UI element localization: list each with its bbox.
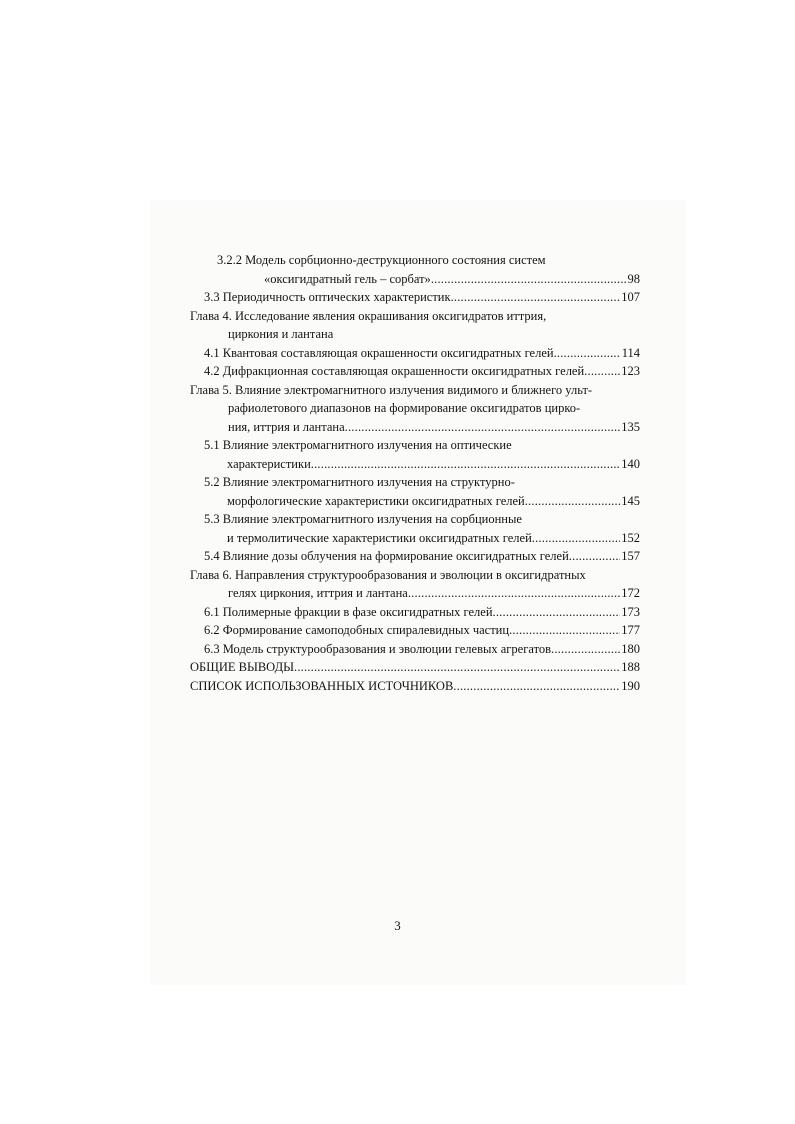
toc-leader-dots bbox=[584, 362, 620, 381]
toc-entry-title: циркония и лантана bbox=[228, 327, 334, 341]
toc-entry-3-3 bbox=[190, 288, 640, 307]
toc-entry-title: Глава 5. Влияние электромагнитного излучения видимого и ближнего ульт- bbox=[190, 382, 593, 397]
toc-leader-dots bbox=[345, 418, 621, 437]
toc-page-number: 157 bbox=[621, 549, 640, 563]
toc-leader-dots bbox=[509, 621, 620, 640]
toc-entry-title: 6.2 Формирование самоподобных спиралевидных частиц bbox=[204, 623, 510, 637]
toc-page-number: 114 bbox=[621, 345, 640, 360]
toc-entry-5-3 bbox=[190, 510, 640, 529]
toc-entry-title: ния, иттрия и лантана bbox=[228, 419, 345, 434]
toc-leader-dots bbox=[525, 492, 621, 511]
toc-chapter-6 bbox=[190, 566, 640, 585]
toc-entry-title: Глава 6. Направления структурообразования и эволюции в оксигидратных bbox=[190, 567, 586, 582]
toc-entry-title: 5.1 Влияние электромагнитного излучения на оптические bbox=[204, 438, 512, 452]
toc-entry-3-2-2-cont bbox=[190, 270, 640, 289]
toc-chapter-4-cont bbox=[190, 325, 640, 344]
toc-leader-dots bbox=[311, 455, 620, 474]
toc-entry-title: 4.1 Квантовая составляющая окрашенности оксигидратных гелей bbox=[204, 345, 554, 360]
toc-page-number: 135 bbox=[621, 419, 640, 434]
toc-entry-title: и термолитические характеристики оксигидратных гелей bbox=[227, 530, 532, 545]
toc-page-number: 140 bbox=[621, 456, 640, 471]
toc-chapter-5 bbox=[190, 381, 640, 400]
toc-entry-5-2-cont bbox=[190, 492, 640, 511]
toc-page-number: 190 bbox=[621, 678, 640, 693]
toc-leader-dots bbox=[408, 584, 620, 603]
toc-entry-4-1 bbox=[190, 344, 640, 363]
toc-references bbox=[190, 677, 640, 696]
toc-chapter-4 bbox=[190, 307, 640, 326]
toc-entry-5-1-cont bbox=[190, 455, 640, 474]
toc-entry-title: гелях циркония, иттрия и лантана bbox=[228, 586, 408, 600]
toc-chapter-5-cont2 bbox=[190, 418, 640, 437]
toc-entry-3-2-2 bbox=[190, 251, 640, 270]
toc-entry-5-3-cont bbox=[190, 529, 640, 548]
toc-leader-dots bbox=[532, 529, 620, 548]
toc-leader-dots bbox=[569, 547, 620, 566]
toc-leader-dots bbox=[451, 288, 621, 307]
toc-page-number: 188 bbox=[621, 660, 640, 674]
toc-page-number: 173 bbox=[621, 604, 640, 619]
toc-page-number: 98 bbox=[627, 271, 640, 286]
table-of-contents bbox=[190, 251, 640, 695]
toc-entry-title: 6.3 Модель структурообразования и эволюции гелевых агрегатов bbox=[204, 641, 552, 656]
toc-entry-5-4 bbox=[190, 547, 640, 566]
toc-entry-title: рафиолетового диапазонов на формирование оксигидратов цирко- bbox=[228, 401, 581, 415]
toc-leader-dots bbox=[493, 603, 621, 622]
toc-leader-dots bbox=[453, 677, 620, 696]
toc-entry-4-2 bbox=[190, 362, 640, 381]
toc-entry-title: Глава 4. Исследование явления окрашивания оксигидратов иттрия, bbox=[190, 308, 547, 323]
toc-page-number: 180 bbox=[621, 641, 640, 656]
toc-page-number: 107 bbox=[621, 290, 640, 304]
toc-entry-title: 3.2.2 Модель сорбционно-деструкционного состояния систем bbox=[217, 253, 546, 267]
toc-entry-title: характеристики bbox=[227, 456, 311, 471]
toc-leader-dots bbox=[294, 658, 620, 677]
toc-leader-dots bbox=[431, 270, 627, 289]
toc-entry-6-1 bbox=[190, 603, 640, 622]
toc-entry-title: 3.3 Периодичность оптических характеристик bbox=[204, 290, 451, 304]
toc-entry-title: «оксигидратный гель – сорбат» bbox=[264, 271, 431, 286]
toc-entry-5-1 bbox=[190, 436, 640, 455]
toc-entry-title: 6.1 Полимерные фракции в фазе оксигидратных гелей bbox=[204, 604, 493, 619]
page-number: 3 bbox=[394, 918, 401, 933]
toc-page-number: 172 bbox=[621, 586, 640, 600]
toc-chapter-5-cont bbox=[190, 399, 640, 418]
toc-entry-title: СПИСОК ИСПОЛЬЗОВАННЫХ ИСТОЧНИКОВ bbox=[190, 678, 454, 693]
toc-entry-title: 5.4 Влияние дозы облучения на формирование оксигидратных гелей bbox=[204, 549, 569, 563]
toc-page-number: 177 bbox=[621, 623, 640, 637]
toc-leader-dots bbox=[551, 640, 620, 659]
toc-entry-title: 5.2 Влияние электромагнитного излучения на структурно- bbox=[204, 475, 515, 489]
toc-leader-dots bbox=[554, 344, 621, 363]
toc-entry-6-2 bbox=[190, 621, 640, 640]
toc-entry-title: 5.3 Влияние электромагнитного излучения на сорбционные bbox=[204, 512, 522, 526]
toc-page-number: 123 bbox=[621, 364, 640, 378]
toc-entry-title: ОБЩИЕ ВЫВОДЫ bbox=[190, 660, 295, 674]
toc-general-conclusions bbox=[190, 658, 640, 677]
toc-entry-title: морфологические характеристики оксигидратных гелей bbox=[227, 493, 525, 508]
toc-page-number: 152 bbox=[621, 530, 640, 545]
toc-entry-6-3 bbox=[190, 640, 640, 659]
toc-page-number: 145 bbox=[621, 493, 640, 508]
toc-chapter-6-cont bbox=[190, 584, 640, 603]
toc-entry-5-2 bbox=[190, 473, 640, 492]
toc-entry-title: 4.2 Дифракционная составляющая окрашенности оксигидратных гелей bbox=[204, 364, 585, 378]
